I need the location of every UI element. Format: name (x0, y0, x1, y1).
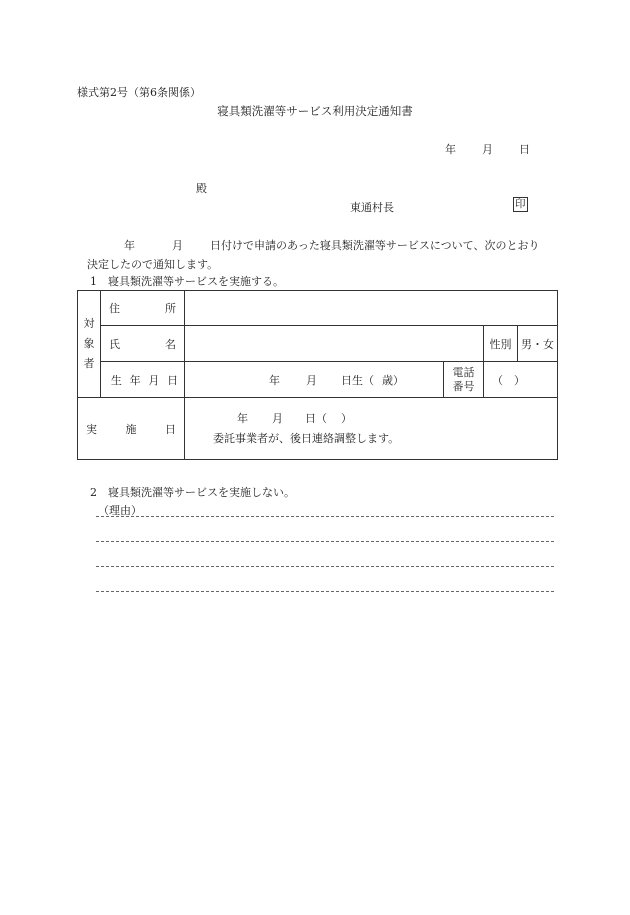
address-field[interactable] (185, 291, 558, 326)
subject-table (77, 290, 558, 460)
section-1: 1 寝具類洗濯等サービスを実施する。 (90, 275, 284, 288)
name-label: 氏 名 (101, 326, 185, 362)
body-month: 月 (172, 239, 183, 252)
subject-label: 対 象 者 (78, 291, 101, 398)
gender-value[interactable]: 男・女 (518, 326, 558, 362)
name-field[interactable] (185, 326, 484, 362)
date-month: 月 (482, 143, 493, 156)
impl-note: 委託事業者が、後日連絡調整します。 (213, 431, 400, 445)
body-day-text: 日付けで申請のあった寝具類洗濯等サービスについて、次のとおり (210, 239, 540, 252)
reason-line[interactable] (96, 541, 554, 542)
date-year: 年 (445, 143, 456, 156)
dob-field[interactable]: 年 月 日生（ 歳） (185, 362, 444, 398)
body-year: 年 (124, 239, 135, 252)
form-number: 様式第2号（第6条関係） (77, 86, 201, 99)
recipient-suffix: 殿 (196, 182, 207, 195)
section-2: 2 寝具類洗濯等サービスを実施しない。 (90, 486, 295, 499)
notice-body (87, 236, 557, 274)
impl-label: 実 施 日 (78, 398, 185, 460)
seal-mark: 印 (515, 198, 526, 210)
document-title: 寝具類洗濯等サービス利用決定通知書 (217, 104, 413, 118)
date-day: 日 (519, 143, 530, 156)
reason-line[interactable] (96, 566, 554, 567)
reason-line[interactable] (96, 516, 554, 517)
dob-label: 生 年 月 日 (101, 362, 185, 398)
issuer-name: 東通村長 (350, 201, 394, 214)
phone-label: 電話 番号 (444, 362, 484, 398)
phone-field[interactable]: （ ） (484, 362, 558, 398)
gender-label: 性別 (484, 326, 518, 362)
impl-field[interactable]: 年 月 日（ ） 委託事業者が、後日連絡調整します。 (185, 398, 558, 460)
issue-date (445, 141, 545, 157)
address-label: 住 所 (101, 291, 185, 326)
body-line2: 決定したので通知します。 (87, 258, 219, 271)
reason-label: （理由） (98, 504, 142, 517)
reason-line[interactable] (96, 591, 554, 592)
